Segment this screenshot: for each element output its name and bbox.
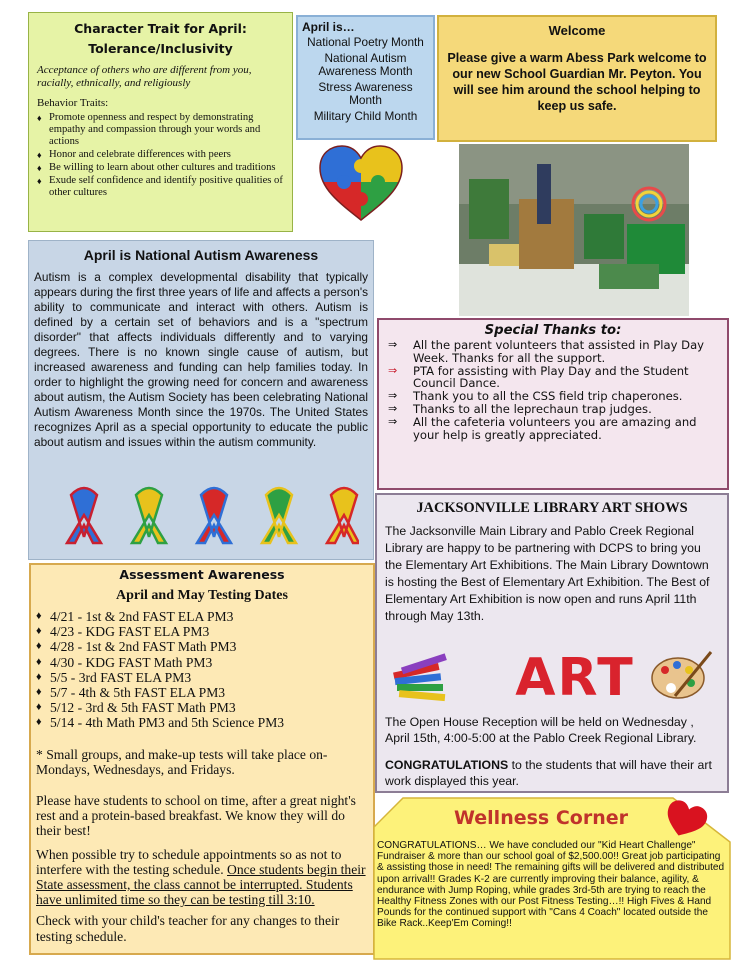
april-is-box bbox=[296, 15, 435, 140]
list-item: ♦ 5/7 - 4th & 5th FAST ELA PM3 bbox=[36, 685, 368, 700]
puzzle-ribbon-icon bbox=[67, 488, 101, 543]
leprechaun-traps-photo bbox=[459, 144, 689, 316]
list-item: ♦ Be willing to learn about other cultures and traditions bbox=[37, 162, 284, 174]
puzzle-ribbon-icon bbox=[262, 488, 296, 543]
crayons-icon bbox=[393, 653, 447, 701]
rest-note: Please have students to school on time, after a great night's rest and a protein-based breakfast. We know they will do their best! bbox=[36, 793, 356, 839]
small-groups-note: * Small groups, and make-up tests will take place on- Mondays, Wednesdays, and Fridays. bbox=[36, 746, 328, 777]
list-item: ♦ Promote openness and respect by demonstrating empathy and compassion through your words and actions bbox=[37, 112, 284, 148]
puzzle-heart-icon bbox=[318, 144, 404, 224]
paint-palette-icon bbox=[652, 652, 711, 698]
thanks-list bbox=[387, 339, 719, 441]
congrats-label: CONGRATULATIONS bbox=[385, 758, 509, 772]
library-title: JACKSONVILLE LIBRARY ART SHOWS bbox=[416, 500, 688, 516]
testing-dates-list bbox=[36, 609, 368, 731]
library-intro: The Jacksonville Main Library and Pablo Creek Regional Library are happy to be partnering with DCPS to bring you the Elementary Art Exhibitions. The Main Library Downtown is hosting the Best of Elementary Art Exhibition. The Best of Elementary Art Exhibition is now open and runs April 11th through May 13th. bbox=[385, 524, 710, 623]
thanks-title: Special Thanks to: bbox=[484, 323, 622, 338]
list-item: ♦ 4/23 - KDG FAST ELA PM3 bbox=[36, 624, 368, 639]
schedule-note-underlined: Once students begin their State assessment, the class cannot be interrupted. Students have unlimited time so they can be testing till 3:10. bbox=[36, 861, 366, 908]
trait-subtitle: Tolerance/Inclusivity bbox=[88, 41, 233, 56]
puzzle-ribbon-icon bbox=[327, 488, 359, 543]
assessment-awareness-box bbox=[29, 563, 375, 955]
autism-title: April is National Autism Awareness bbox=[83, 247, 319, 263]
welcome-box bbox=[437, 15, 717, 142]
list-item: Military Child Month bbox=[313, 108, 418, 123]
list-item: National Autism Awareness Month bbox=[318, 50, 413, 78]
character-trait-box bbox=[28, 12, 293, 232]
welcome-title: Welcome bbox=[548, 23, 606, 38]
list-item: ♦ 5/5 - 3rd FAST ELA PM3 bbox=[36, 670, 368, 685]
puzzle-ribbon-icons bbox=[59, 485, 359, 545]
schedule-note bbox=[36, 847, 368, 908]
check-teacher-note: Check with your child's teacher for any changes to their testing schedule. bbox=[36, 913, 340, 944]
art-graphic bbox=[385, 630, 719, 712]
list-item: ⇒ All the cafeteria volunteers you are amazing and your help is greatly appreciated. bbox=[387, 416, 719, 442]
list-item: ♦ 4/28 - 1st & 2nd FAST Math PM3 bbox=[36, 639, 368, 654]
list-item: ⇒ Thanks to all the leprechaun trap judges. bbox=[387, 403, 719, 416]
welcome-text: Please give a warm Abess Park welcome to our new School Guardian Mr. Peyton. You will see him around the school helping to keep us safe. bbox=[447, 51, 707, 113]
wellness-text: CONGRATULATIONS… We have concluded our "Kid Heart Challenge" Fundraiser & more than our school goal of $2,500.00!! Great job participating & assisting those in need! The remaining gifts will be delivered and distributed upon arrival!! Grades K-2 are currently improving their balance, agility, & endurance with Jump Roping, while grades 3rd-5th are trying to reach the Healthy Fitness Zones with our Post Fitness Testing…!! High Fives & Hand Pounds for the continued support with "Cans 4 Coach" located outside the Bike Rack..Keep'Em Coming!! bbox=[377, 840, 725, 930]
list-item: ♦ 5/14 - 4th Math PM3 and 5th Science PM3 bbox=[36, 715, 368, 730]
library-art-shows-box bbox=[375, 493, 729, 793]
congrats-rest: to the students that will have their art work displayed this year. bbox=[385, 758, 712, 788]
list-item: ♦ 5/12 - 3rd & 5th FAST Math PM3 bbox=[36, 700, 368, 715]
april-is-title: April is… bbox=[302, 20, 355, 34]
list-item: ♦ Honor and celebrate differences with peers bbox=[37, 149, 284, 161]
trait-title: Character Trait for April: bbox=[74, 21, 247, 36]
list-item: ♦ Exude self confidence and identify positive qualities of other cultures bbox=[37, 175, 284, 199]
assessment-title: Assessment Awareness bbox=[119, 567, 285, 582]
congrats-text bbox=[385, 758, 719, 789]
list-item: ⇒ PTA for assisting with Play Day and the Student Council Dance. bbox=[387, 365, 719, 391]
wellness-corner-box bbox=[373, 797, 731, 960]
autism-awareness-box bbox=[28, 240, 374, 560]
testing-dates-title: April and May Testing Dates bbox=[116, 588, 288, 603]
behavior-traits-label: Behavior Traits: bbox=[37, 97, 109, 109]
list-item: National Poetry Month bbox=[307, 35, 424, 49]
puzzle-ribbon-icon bbox=[197, 488, 231, 543]
autism-text: Autism is a complex developmental disability that typically appears during the first three years of life and affects a person's ability to communicate and interact with others. Autism is defined by a certain set of behaviors and is a "spectrum disorder" that affects individuals differently and to varying degrees. There is no known single cause of autism, but increased awareness and funding can help families today. In order to highlight the growing need for concern and awareness about autism, the Autism Society has been celebrating National Autism Awareness Month since the 1970s. The United States recognizes April as a special opportunity to educate the public about autism and issues within the autism community. bbox=[34, 270, 368, 449]
schedule-note-start: When possible try to schedule appointments so as not to interfere with the testing schedule. bbox=[36, 846, 342, 877]
list-item: Stress Awareness Month bbox=[318, 79, 413, 107]
behavior-traits-list bbox=[37, 112, 284, 199]
list-item: ⇒ All the parent volunteers that assisted in Play Day Week. Thanks for all the support. bbox=[387, 339, 719, 365]
open-house-text: The Open House Reception will be held on Wednesday , April 15th, 4:00-5:00 at the Pablo Creek Regional Library. bbox=[385, 715, 697, 745]
puzzle-ribbon-icon bbox=[132, 488, 166, 543]
list-item: ♦ 4/21 - 1st & 2nd FAST ELA PM3 bbox=[36, 609, 368, 624]
special-thanks-box bbox=[377, 318, 729, 490]
art-word: ART bbox=[515, 648, 635, 708]
list-item: ♦ 4/30 - KDG FAST Math PM3 bbox=[36, 655, 368, 670]
wellness-title: Wellness Corner bbox=[454, 807, 628, 829]
list-item: ⇒ Thank you to all the CSS field trip chaperones. bbox=[387, 390, 719, 403]
trait-intro: Acceptance of others who are different from you, racially, ethnically, and religiously bbox=[37, 64, 252, 89]
